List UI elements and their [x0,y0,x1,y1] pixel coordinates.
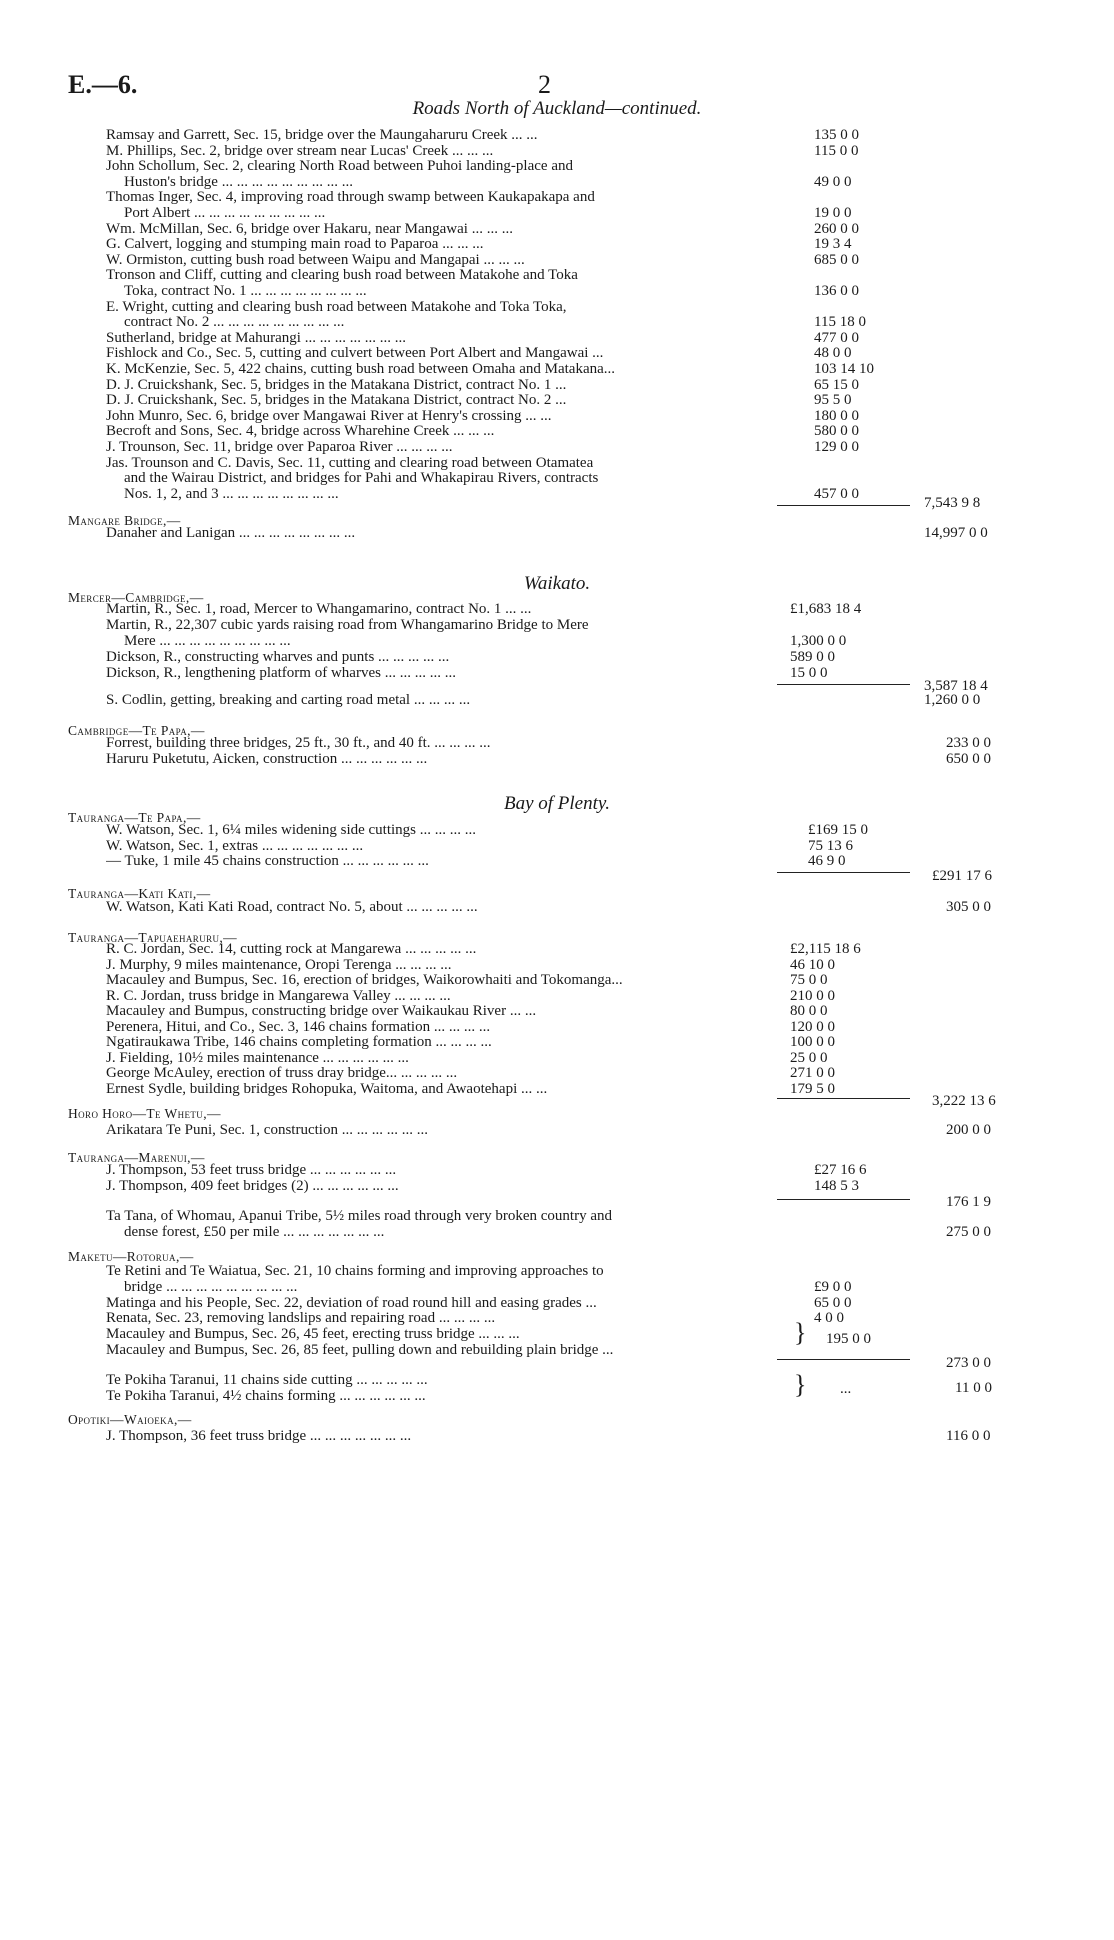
entry-text: contract No. 2 ... ... ... ... ... ... ... ... ... [124,314,345,331]
entry-amount: 19 0 0 [814,205,852,221]
ledger-row [0,1427,1114,1445]
entry-text: Arikatara Te Puni, Sec. 1, construction ... ... ... ... ... ... [106,1122,428,1138]
entry-total: 11 0 0 [955,1380,992,1396]
entry-text: Wm. McMillan, Sec. 6, bridge over Hakaru, near Mangawai ... ... ... [106,220,513,237]
group-heading: Mercer—Cambridge,— [68,590,204,605]
entry-text: J. Thompson, 409 feet bridges (2) ... ... ... ... ... ... [106,1177,399,1194]
entry-amount: 48 0 0 [814,345,852,362]
subtotal-rule [777,1359,910,1360]
entry-text: Macauley and Bumpus, Sec. 26, 85 feet, pulling down and rebuilding plain bridge ... [106,1342,614,1358]
section-title-auckland: Roads North of Auckland—continued. [412,98,702,119]
entry-text: Te Pokiha Taranui, 11 chains side cutting ... ... ... ... ... [106,1372,428,1388]
entry-amount: 80 0 0 [790,1003,828,1019]
entry-text: R. C. Jordan, Sec. 14, cutting rock at Mangarewa ... ... ... ... ... [106,941,477,957]
entry-amount: £169 15 0 [808,822,868,838]
entry-amount: 180 0 0 [814,407,859,424]
group-heading: Maketu—Rotorua,— [68,1249,194,1264]
ledger-row [0,691,1114,709]
entry-amount: 95 5 0 [814,392,852,409]
entry-text: George McAuley, erection of truss dray bridge... ... ... ... ... [106,1065,458,1081]
entry-text: J. Fielding, 10½ miles maintenance ... ... ... ... ... ... [106,1049,409,1066]
entry-total: 305 0 0 [946,899,991,915]
entry-total: 233 0 0 [946,735,991,751]
group-total: 3,222 13 6 [932,1093,996,1109]
entry-text: Ernest Sydle, building bridges Rohopuka, Waitoma, and Awaotehapi ... ... [106,1080,548,1097]
entry-text: Macauley and Bumpus, Sec. 26, 45 feet, erecting truss bridge ... ... ... [106,1326,520,1343]
group-heading: Tauranga—Te Papa,— [68,810,201,825]
section-total: 7,543 9 8 [924,495,981,511]
entry-text: R. C. Jordan, truss bridge in Mangarewa Valley ... ... ... ... [106,987,451,1004]
entry-text: Martin, R., Sec. 1, road, Mercer to Whangamarino, contract No. 1 ... ... [106,601,532,617]
subtotal-rule [777,505,910,506]
entry-total: 116 0 0 [946,1428,991,1444]
entry-text: J. Murphy, 9 miles maintenance, Oropi Terenga ... ... ... ... [106,956,452,973]
entry-text: Ngatiraukawa Tribe, 146 chains completing formation ... ... ... ... [106,1034,492,1050]
entry-text: Dickson, R., constructing wharves and punts ... ... ... ... ... [106,649,450,665]
group-heading: Opotiki—Waioeka,— [68,1412,192,1427]
entry-text: Becroft and Sons, Sec. 4, bridge across Wharehine Creek ... ... ... [106,423,495,440]
entry-text: Te Pokiha Taranui, 4½ chains forming ... ... ... ... ... ... [106,1388,426,1404]
entry-text: D. J. Cruickshank, Sec. 5, bridges in the Matakana District, contract No. 1 ... [106,376,567,393]
entry-text: Haruru Puketutu, Aicken, construction ... ... ... ... ... ... [106,750,428,767]
entry-text: Perenera, Hitui, and Co., Sec. 3, 146 chains formation ... ... ... ... [106,1018,491,1035]
entry-text: Matinga and his People, Sec. 22, deviation of road round hill and easing grades ... [106,1294,597,1311]
entry-text: Fishlock and Co., Sec. 5, cutting and culvert between Port Albert and Mangawai ... [106,345,604,362]
entry-text: and the Wairau District, and bridges for Pahi and Whakapirau Rivers, contracts [124,470,599,487]
entry-amount: 103 14 10 [814,361,874,377]
entry-amount: 136 0 0 [814,283,859,299]
entry-text: Dickson, R., lengthening platform of wharves ... ... ... ... ... [106,665,456,681]
subtotal-rule [777,872,910,873]
entry-text: M. Phillips, Sec. 2, bridge over stream near Lucas' Creek ... ... ... [106,142,494,159]
entry-text: S. Codlin, getting, breaking and carting road metal ... ... ... ... [106,692,471,708]
entry-text: Danaher and Lanigan ... ... ... ... ... ... ... ... [106,525,356,541]
entry-text: Mere ... ... ... ... ... ... ... ... ... [124,633,291,649]
page-number: 2 [538,70,551,99]
entry-amount: 4 0 0 [814,1310,844,1327]
entry-text: D. J. Cruickshank, Sec. 5, bridges in the Matakana District, contract No. 2 ... [106,392,567,409]
entry-amount: £1,683 18 4 [790,601,862,617]
entry-text: Martin, R., 22,307 cubic yards raising road from Whangamarino Bridge to Mere [106,617,589,633]
group-heading: Cambridge—Te Papa,— [68,723,205,738]
entry-text: Huston's bridge ... ... ... ... ... ... ... ... ... [124,173,353,190]
entry-total: 1,260 0 0 [924,692,981,708]
ledger-row [0,524,1114,542]
group-heading: Horo Horo—Te Whetu,— [68,1106,221,1121]
ledger-row [0,750,1114,768]
entry-amount: £27 16 6 [814,1162,867,1178]
entry-total: 650 0 0 [946,750,991,767]
entry-text: bridge ... ... ... ... ... ... ... ... ... [124,1278,298,1295]
entry-text: Port Albert ... ... ... ... ... ... ... ... ... [124,205,326,221]
bracket-brace: } [794,1318,807,1347]
group-total: 3,587 18 4 [924,678,988,694]
entry-amount: 589 0 0 [790,649,835,665]
entry-amount: 65 0 0 [814,1294,852,1311]
entry-text: Tronson and Cliff, cutting and clearing bush road between Matakohe and Toka [106,267,578,284]
entry-amount: 49 0 0 [814,173,852,190]
group-heading: Mangare Bridge,— [68,513,181,528]
entry-amount: 260 0 0 [814,220,859,237]
entry-amount: 75 0 0 [790,972,828,988]
entry-total: 14,997 0 0 [924,525,988,541]
entry-text: Nos. 1, 2, and 3 ... ... ... ... ... ... ... ... [124,485,339,502]
entry-text: W. Ormiston, cutting bush road between Waipu and Mangapai ... ... ... [106,251,525,268]
entry-amount: 15 0 0 [790,665,828,681]
section-title-bay-of-plenty: Bay of Plenty. [503,793,611,814]
entry-amount: 75 13 6 [808,837,853,854]
entry-text: W. Watson, Sec. 1, extras ... ... ... ... ... ... ... [106,837,364,854]
entry-text: J. Trounson, Sec. 11, bridge over Paparoa River ... ... ... ... [106,439,453,455]
entry-amount: 115 18 0 [814,314,866,331]
entry-text: Toka, contract No. 1 ... ... ... ... ... ... ... ... [124,283,367,299]
bracket-dots: ... [840,1381,852,1397]
entry-text: Sutherland, bridge at Mahurangi ... ... ... ... ... ... ... [106,329,406,346]
ledger-row [0,1177,1114,1195]
entry-amount: 1,300 0 0 [790,633,847,649]
entry-amount: £2,115 18 6 [790,941,861,957]
entry-amount: 457 0 0 [814,485,859,502]
entry-amount: 46 10 0 [790,956,835,973]
entry-text: K. McKenzie, Sec. 5, 422 chains, cutting bush road between Omaha and Matakana... [106,361,616,377]
ledger-row [0,1387,1114,1405]
section-title-waikato: Waikato. [523,573,591,594]
group-total: 273 0 0 [946,1355,991,1371]
entry-text: Macauley and Bumpus, constructing bridge over Waikaukau River ... ... [106,1003,537,1019]
entry-amount: 46 9 0 [808,853,846,869]
entry-amount: 19 3 4 [814,236,852,253]
entry-text: Forrest, building three bridges, 25 ft., 30 ft., and 40 ft. ... ... ... ... [106,735,491,751]
entry-text: dense forest, £50 per mile ... ... ... ... ... ... ... [124,1224,385,1240]
entry-total: 200 0 0 [946,1122,991,1138]
entry-text: Renata, Sec. 23, removing landslips and repairing road ... ... ... ... [106,1310,496,1327]
entry-text: — Tuke, 1 mile 45 chains construction ... ... ... ... ... ... [106,853,429,869]
bracket-amount: 195 0 0 [826,1331,871,1347]
group-heading: Tauranga—Kati Kati,— [68,886,211,901]
entry-amount: 477 0 0 [814,329,859,346]
entry-text: E. Wright, cutting and clearing bush road between Matakohe and Toka Toka, [106,298,567,315]
entry-text: Thomas Inger, Sec. 4, improving road through swamp between Kaukapakapa and [106,189,595,206]
entry-amount: 685 0 0 [814,251,859,268]
entry-text: John Schollum, Sec. 2, clearing North Road between Puhoi landing-place and [106,158,573,175]
entry-text: Te Retini and Te Waiatua, Sec. 21, 10 chains forming and improving approaches to [106,1263,604,1279]
entry-amount: 25 0 0 [790,1049,828,1066]
entry-text: Macauley and Bumpus, Sec. 16, erection of bridges, Waikorowhaiti and Tokomanga... [106,972,623,988]
entry-text: Ta Tana, of Whomau, Apanui Tribe, 5½ miles road through very broken country and [106,1208,613,1224]
subtotal-rule [777,1098,910,1099]
entry-text: Jas. Trounson and C. Davis, Sec. 11, cutting and clearing road between Otamatea [106,454,594,471]
subtotal-rule [777,1199,910,1200]
entry-amount: £9 0 0 [814,1278,852,1295]
entry-amount: 179 5 0 [790,1080,835,1097]
group-heading: Tauranga—Marenui,— [68,1150,205,1165]
group-total: 176 1 9 [946,1194,991,1210]
group-total: £291 17 6 [932,868,992,884]
entry-amount: 129 0 0 [814,439,859,455]
entry-amount: 271 0 0 [790,1065,835,1081]
entry-text: W. Watson, Sec. 1, 6¼ miles widening side cuttings ... ... ... ... [106,822,477,838]
ledger-row [0,1121,1114,1139]
entry-amount: 135 0 0 [814,127,859,143]
ledger-row [0,1223,1114,1241]
entry-amount: 115 0 0 [814,142,859,159]
bracket-brace: } [794,1370,807,1399]
entry-text: Ramsay and Garrett, Sec. 15, bridge over the Maungaharuru Creek ... ... [106,127,538,143]
entry-text: J. Thompson, 53 feet truss bridge ... ... ... ... ... ... [106,1162,397,1178]
entry-amount: 148 5 3 [814,1177,859,1194]
entry-amount: 120 0 0 [790,1018,835,1035]
entry-amount: 210 0 0 [790,987,835,1004]
report-reference: E.—6. [68,70,138,99]
entry-text: John Munro, Sec. 6, bridge over Mangawai River at Henry's crossing ... ... [106,407,552,424]
subtotal-rule [777,684,910,685]
entry-text: W. Watson, Kati Kati Road, contract No. 5, about ... ... ... ... ... [106,899,478,915]
entry-text: J. Thompson, 36 feet truss bridge ... ... ... ... ... ... ... [106,1428,412,1444]
entry-total: 275 0 0 [946,1224,991,1240]
group-heading: Tauranga—Tapuaeharuru,— [68,930,238,945]
entry-amount: 100 0 0 [790,1034,835,1050]
entry-text: G. Calvert, logging and stumping main road to Paparoa ... ... ... [106,236,484,253]
entry-amount: 65 15 0 [814,376,859,393]
ledger-row [0,898,1114,916]
entry-amount: 580 0 0 [814,423,859,440]
